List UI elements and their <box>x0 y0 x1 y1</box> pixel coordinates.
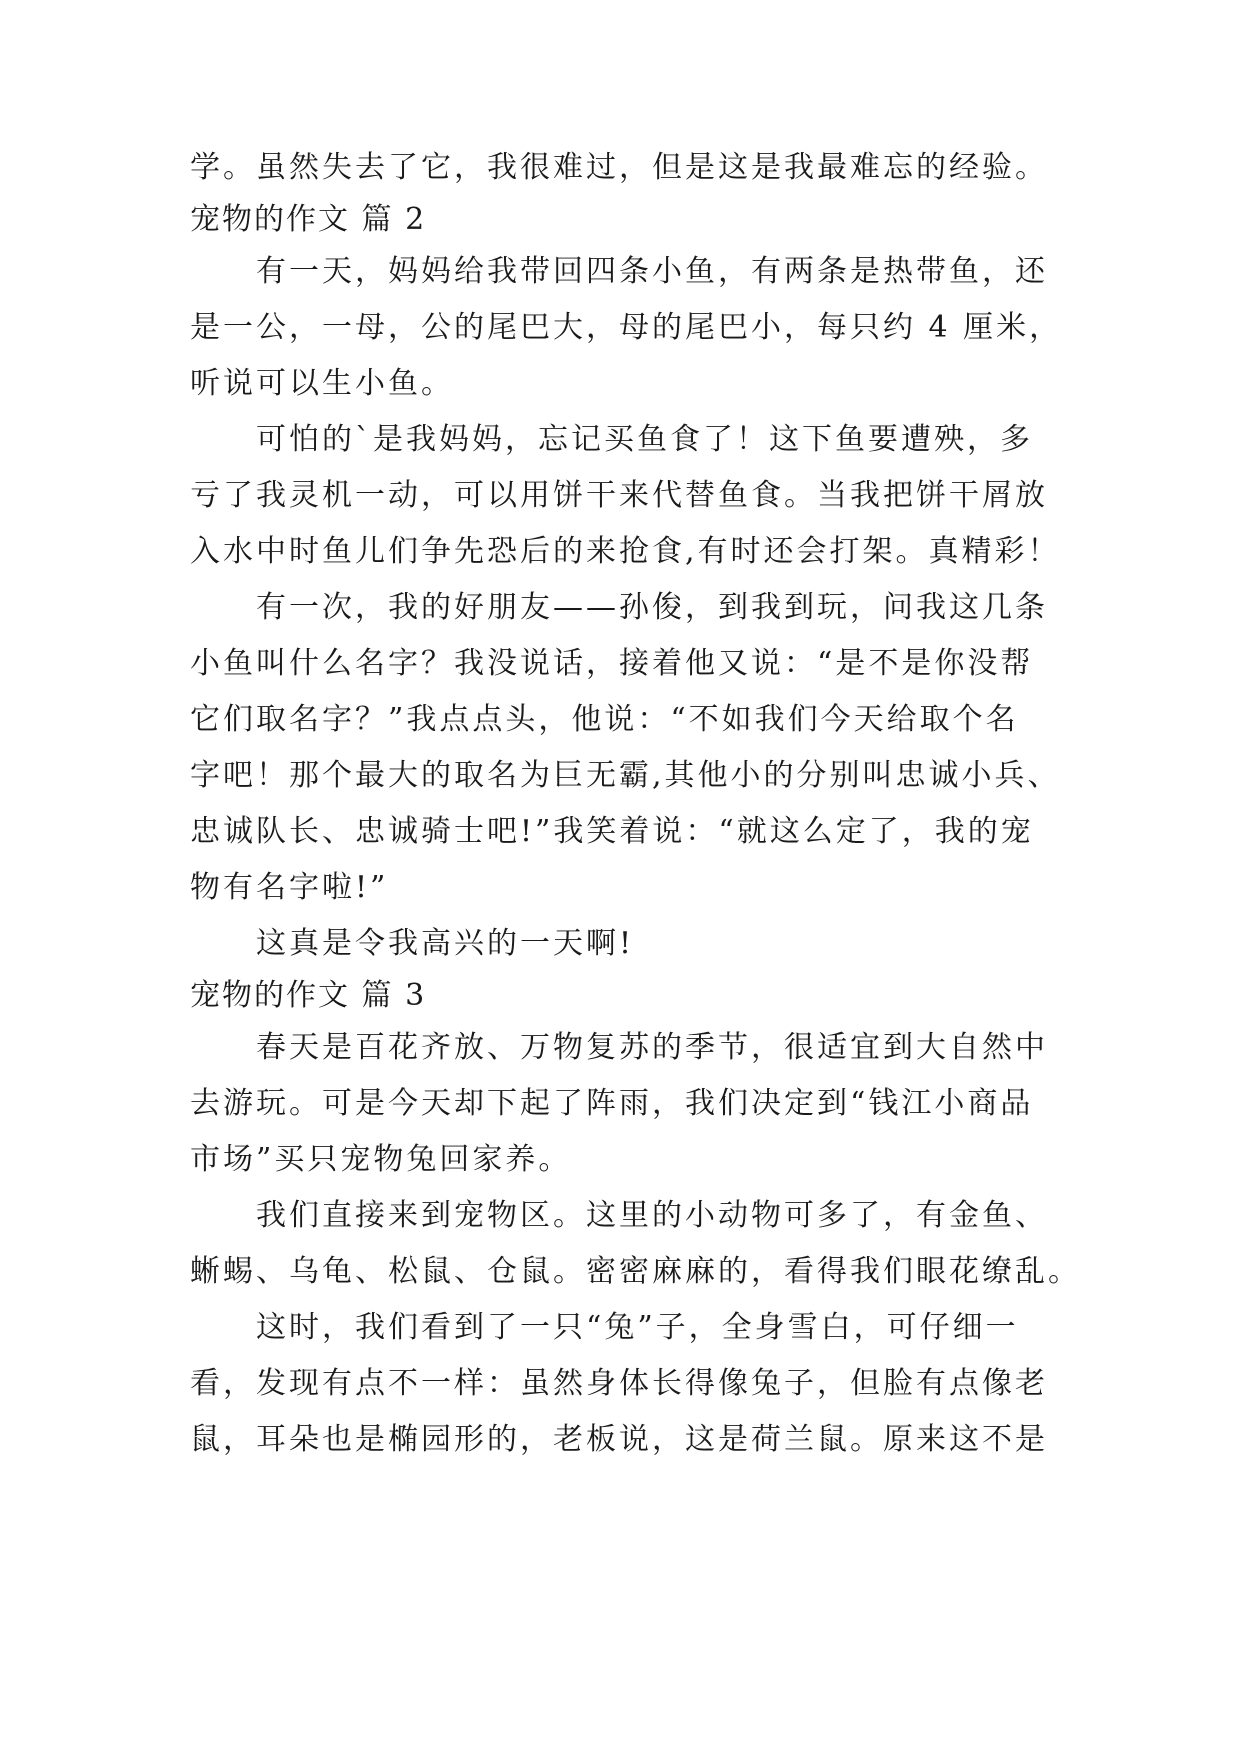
paragraph-line: 蜥蜴、乌龟、松鼠、仓鼠。密密麻麻的，看得我们眼花缭乱。 <box>190 1254 1081 1289</box>
paragraph-line: 入水中时鱼儿们争先恐后的来抢食,有时还会打架。真精彩！ <box>190 534 1061 569</box>
paragraph-line: 这真是令我高兴的一天啊! <box>256 926 635 961</box>
paragraph-line: 物有名字啦!” <box>190 870 389 905</box>
paragraph-line: 市场”买只宠物兔回家养。 <box>190 1142 572 1177</box>
paragraph-line: 春天是百花齐放、万物复苏的季节，很适宜到大自然中 <box>256 1030 1048 1065</box>
paragraph-line: 鼠，耳朵也是椭园形的，老板说，这是荷兰鼠。原来这不是 <box>190 1422 1048 1457</box>
section-heading: 宠物的作文 篇 2 <box>190 202 427 237</box>
paragraph-line: 它们取名字？”我点点头，他说：“不如我们今天给取个名 <box>190 702 1019 737</box>
paragraph-line: 听说可以生小鱼。 <box>190 366 454 401</box>
paragraph-line: 有一次，我的好朋友——孙俊，到我到玩，问我这几条 <box>256 590 1048 625</box>
paragraph-line: 字吧！那个最大的取名为巨无霸,其他小的分别叫忠诚小兵、 <box>190 758 1061 793</box>
paragraph-line: 学。虽然失去了它，我很难过，但是这是我最难忘的经验。 <box>190 150 1048 185</box>
paragraph-line: 去游玩。可是今天却下起了阵雨，我们决定到“钱江小商品 <box>190 1086 1034 1121</box>
paragraph-line: 有一天，妈妈给我带回四条小鱼，有两条是热带鱼，还 <box>256 254 1048 289</box>
paragraph-line: 我们直接来到宠物区。这里的小动物可多了，有金鱼、 <box>256 1198 1048 1233</box>
section-heading: 宠物的作文 篇 3 <box>190 978 427 1013</box>
paragraph-line: 这时，我们看到了一只“兔”子，全身雪白，可仔细一 <box>256 1310 1019 1345</box>
paragraph-line: 可怕的`是我妈妈，忘记买鱼食了！这下鱼要遭殃，多 <box>256 422 1033 457</box>
paragraph-line: 看，发现有点不一样：虽然身体长得像兔子，但脸有点像老 <box>190 1366 1048 1401</box>
paragraph-line: 忠诚队长、忠诚骑士吧!”我笑着说：“就这么定了，我的宠 <box>190 814 1034 849</box>
paragraph-line: 是一公，一母，公的尾巴大，母的尾巴小，每只约 4 厘米， <box>190 310 1063 345</box>
paragraph-line: 小鱼叫什么名字？我没说话，接着他又说：“是不是你没帮 <box>190 646 1034 681</box>
paragraph-line: 亏了我灵机一动，可以用饼干来代替鱼食。当我把饼干屑放 <box>190 478 1048 513</box>
